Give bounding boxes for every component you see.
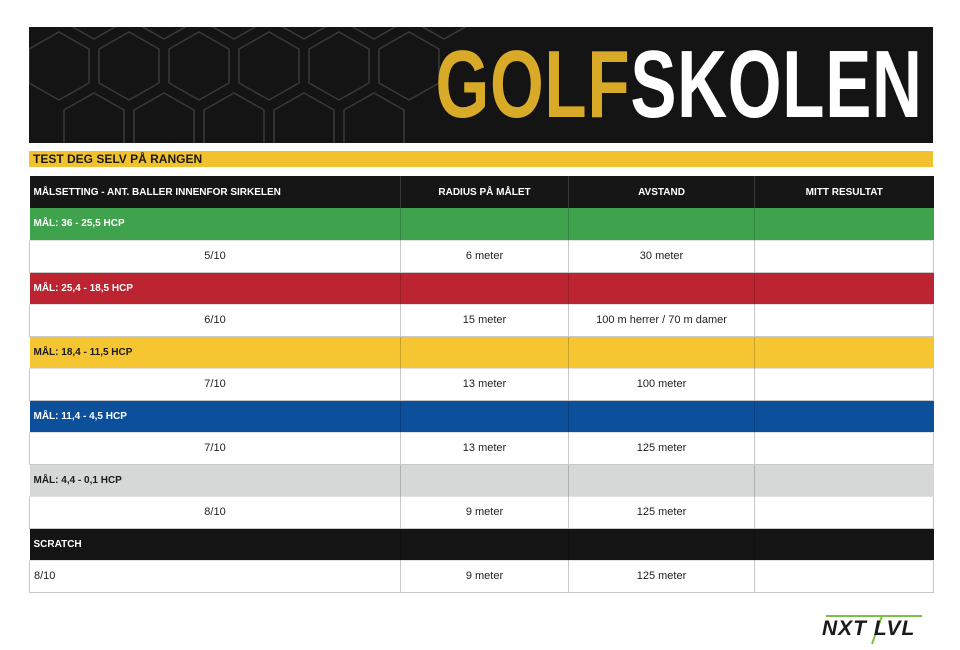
distance-cell: 125 meter [569, 496, 755, 528]
distance-cell: 125 meter [569, 432, 755, 464]
results-table [29, 176, 934, 593]
group-header-row [30, 336, 934, 368]
radius-cell: 13 meter [401, 432, 569, 464]
result-cell[interactable] [755, 240, 934, 272]
group-label: MÅL: 18,4 - 11,5 HCP [30, 336, 401, 368]
group-header-row [30, 400, 934, 432]
result-cell[interactable] [755, 368, 934, 400]
group-label: MÅL: 36 - 25,5 HCP [30, 208, 401, 240]
radius-cell: 9 meter [401, 496, 569, 528]
page-title [436, 33, 923, 137]
distance-cell: 100 meter [569, 368, 755, 400]
balls-cell: 8/10 [30, 496, 401, 528]
group-header-row [30, 208, 934, 240]
result-cell[interactable] [755, 304, 934, 336]
table-row [30, 496, 934, 528]
balls-cell: 7/10 [30, 432, 401, 464]
group-header-row [30, 464, 934, 496]
group-label: MÅL: 4,4 - 0,1 HCP [30, 464, 401, 496]
result-cell[interactable] [755, 560, 934, 592]
distance-cell: 30 meter [569, 240, 755, 272]
balls-cell: 8/10 [30, 560, 401, 592]
group-header-row [30, 528, 934, 560]
table-row [30, 368, 934, 400]
column-header-goal: MÅLSETTING - ANT. BALLER INNENFOR SIRKELEN [30, 176, 401, 208]
subtitle-bar: TEST DEG SELV PÅ RANGEN [29, 151, 933, 167]
group-label: MÅL: 25,4 - 18,5 HCP [30, 272, 401, 304]
radius-cell: 9 meter [401, 560, 569, 592]
radius-cell: 6 meter [401, 240, 569, 272]
group-header-row [30, 272, 934, 304]
radius-cell: 15 meter [401, 304, 569, 336]
nxt-lvl-logo [822, 613, 926, 647]
logo-text: NXT LVL [822, 617, 916, 640]
table-row [30, 304, 934, 336]
balls-cell: 6/10 [30, 304, 401, 336]
balls-cell: 7/10 [30, 368, 401, 400]
column-header-radius: RADIUS PÅ MÅLET [401, 176, 569, 208]
table-row [30, 240, 934, 272]
table-header-row [30, 176, 934, 208]
group-label: MÅL: 11,4 - 4,5 HCP [30, 400, 401, 432]
title-golf: GOLF [435, 31, 631, 138]
title-skolen: SKOLEN [630, 31, 923, 138]
balls-cell: 5/10 [30, 240, 401, 272]
table-row [30, 560, 934, 592]
column-header-distance: AVSTAND [569, 176, 755, 208]
radius-cell: 13 meter [401, 368, 569, 400]
table-row [30, 432, 934, 464]
distance-cell: 100 m herrer / 70 m damer [569, 304, 755, 336]
column-header-result: MITT RESULTAT [755, 176, 934, 208]
group-label: SCRATCH [30, 528, 401, 560]
result-cell[interactable] [755, 432, 934, 464]
distance-cell: 125 meter [569, 560, 755, 592]
header-banner [29, 27, 933, 143]
result-cell[interactable] [755, 496, 934, 528]
